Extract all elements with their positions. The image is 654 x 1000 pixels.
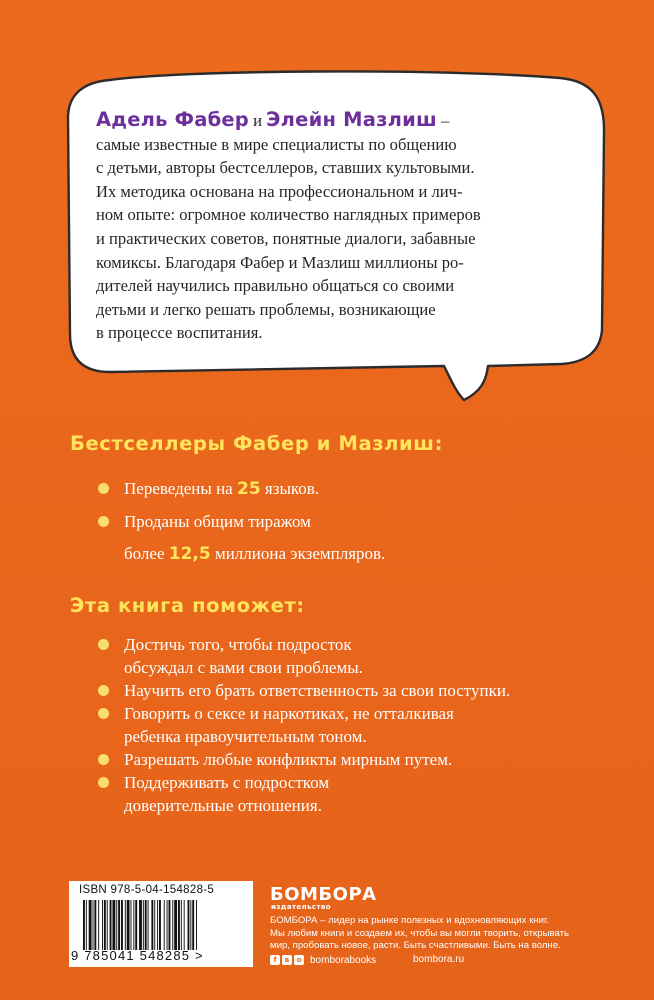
- list-item: Говорить о сексе и наркотиках, не отталкивая ребенка нравоучительным тоном.: [0, 702, 654, 748]
- publisher-subtitle: издательство: [271, 903, 331, 911]
- list-item: Проданы общим тиражом более 12,5 миллиона экземпляров.: [0, 510, 654, 566]
- bubble-line: с детьми, авторы бестселлеров, ставших культовыми.: [96, 158, 475, 178]
- bubble-line: дителей научились правильно общаться со своими: [96, 276, 455, 296]
- publisher-website[interactable]: bombora.ru: [413, 954, 465, 965]
- facebook-icon[interactable]: f: [270, 955, 280, 965]
- list-item: Научить его брать ответственность за свои поступки.: [0, 679, 654, 702]
- bubble-line: самые известные в мире специалисты по общению: [96, 134, 457, 154]
- bullet-icon: [98, 685, 109, 696]
- bullet-icon: [98, 483, 109, 494]
- bullet-icon: [98, 754, 109, 765]
- help-list: [0, 633, 654, 817]
- list-item: Достичь того, чтобы подросток обсуждал с вами свои проблемы.: [0, 633, 654, 679]
- author-mazlish: Элейн Мазлиш: [266, 108, 437, 131]
- list-item: Переведены на 25 языков.: [0, 477, 654, 501]
- barcode-bars-icon: [83, 900, 241, 950]
- bubble-line: детьми и легко решать проблемы, возникающие: [96, 299, 436, 319]
- publisher-description: БОМБОРА – лидер на рынке полезных и вдохновляющих книг. Мы любим книги и создаем их, чтобы вы могли творить, открывать мир, пробовать новое, расти. Быть счастливыми. Быть на волне.: [270, 915, 569, 951]
- copies-count: 12,5: [168, 544, 211, 564]
- odnoklassniki-icon[interactable]: о: [294, 955, 304, 965]
- help-heading: Эта книга поможет:: [70, 594, 305, 617]
- author-faber: Адель Фабер: [96, 108, 249, 131]
- list-item: Поддерживать с подростком доверительные отношения.: [0, 771, 654, 817]
- barcode-digits: 9 785041 548285 >: [71, 948, 204, 963]
- bullet-icon: [98, 777, 109, 788]
- bullet-icon: [98, 639, 109, 650]
- bestsellers-list: [0, 477, 654, 566]
- barcode: [69, 881, 253, 967]
- bubble-line: ном опыте: огромное количество наглядных примеров: [96, 205, 481, 225]
- bubble-line: и практических советов, понятные диалоги, забавные: [96, 228, 476, 248]
- publisher-logo: БОМБОРА: [270, 884, 377, 905]
- social-handle[interactable]: bomborabooks: [310, 954, 377, 966]
- bubble-line: в процессе воспитания.: [96, 323, 263, 343]
- bubble-line: комиксы. Благодаря Фабер и Мазлиш миллионы ро-: [96, 252, 464, 272]
- social-links: [270, 954, 376, 966]
- bullet-icon: [98, 708, 109, 719]
- bubble-line: Их методика основана на профессиональном и лич-: [96, 181, 463, 201]
- conjunction: и: [253, 111, 263, 130]
- bestsellers-heading: Бестселлеры Фабер и Мазлиш:: [70, 432, 443, 455]
- languages-count: 25: [236, 479, 261, 499]
- bullet-icon: [98, 516, 109, 527]
- isbn-number: ISBN 978-5-04-154828-5: [79, 884, 215, 896]
- dash: –: [441, 111, 450, 130]
- list-item: Разрешать любые конфликты мирным путем.: [0, 748, 654, 771]
- vk-icon[interactable]: в: [282, 955, 292, 965]
- bubble-text: [96, 108, 540, 345]
